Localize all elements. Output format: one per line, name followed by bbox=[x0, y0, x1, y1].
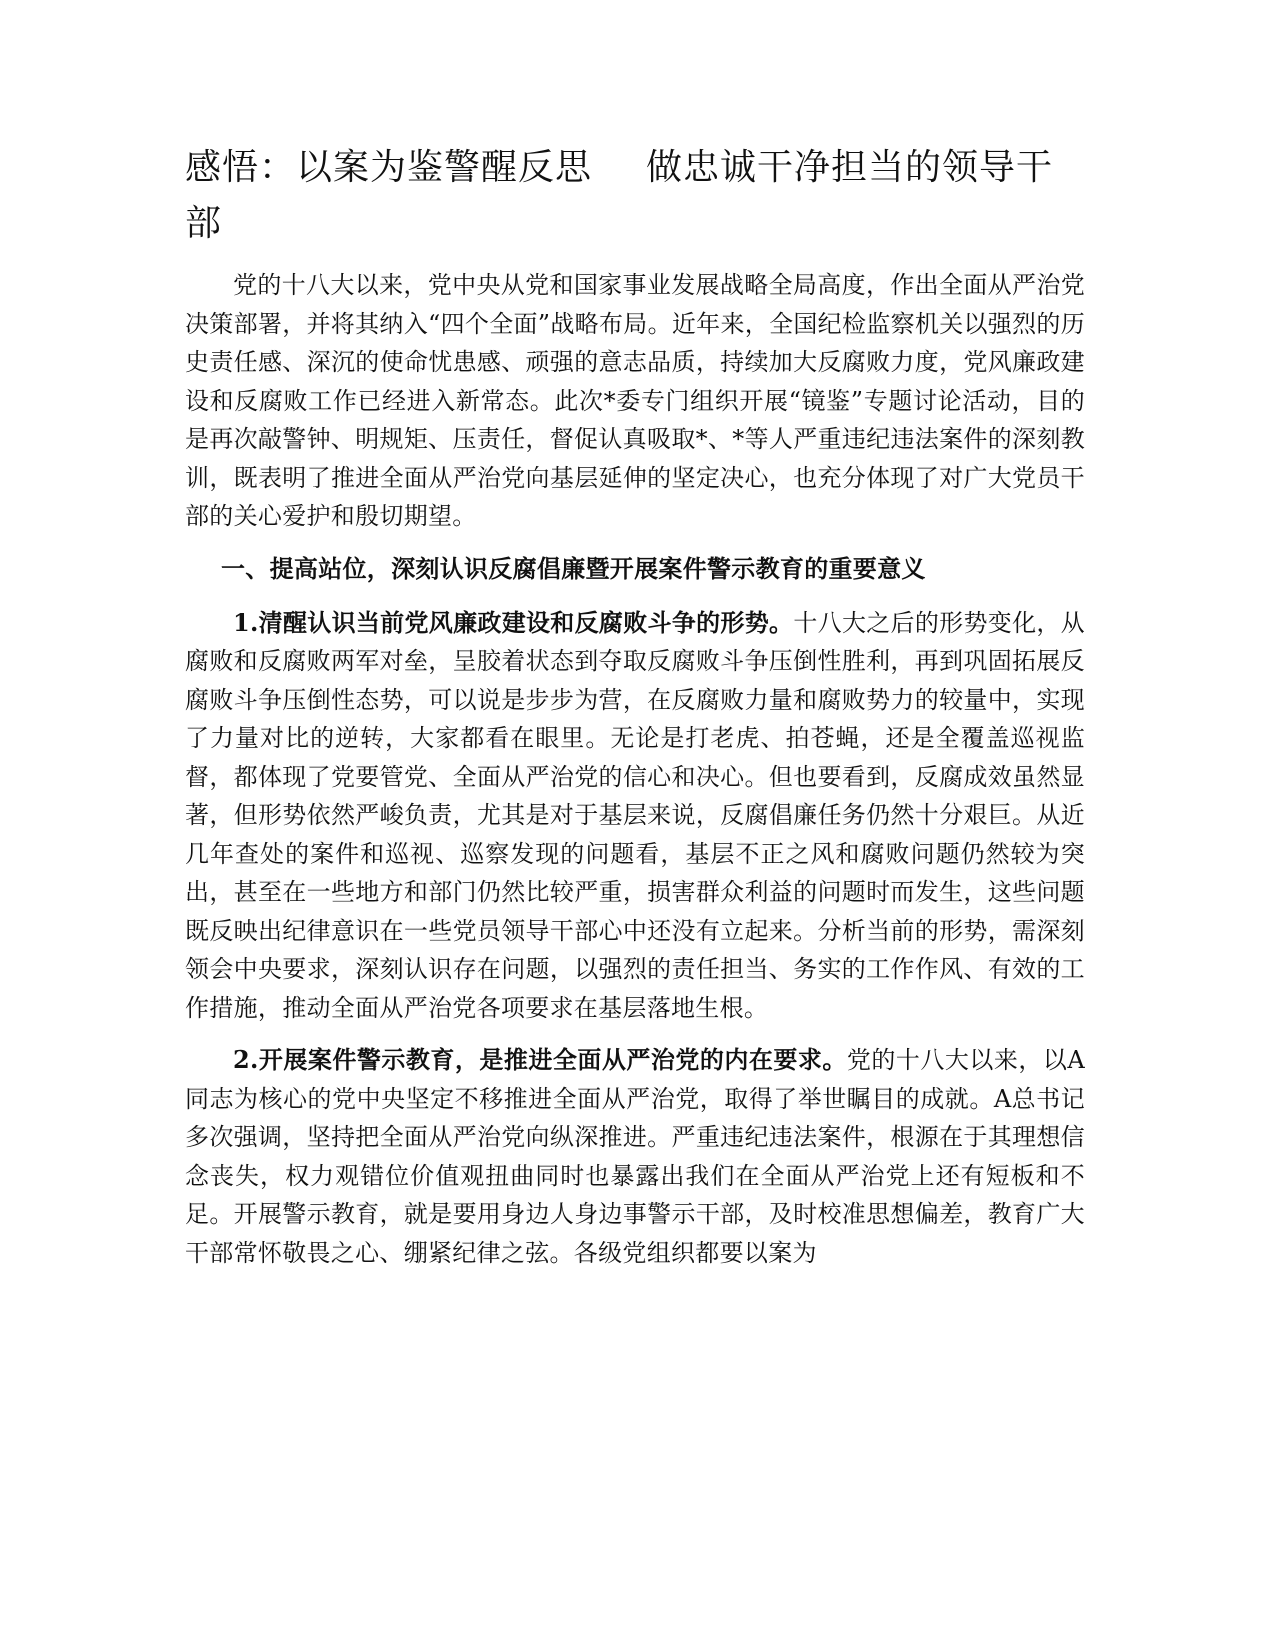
point-2-body: 党的十八大以来，以A同志为核心的党中央坚定不移推进全面从严治党，取得了举世瞩目的成就。A总书记多次强调，坚持把全面从严治党向纵深推进。严重违纪违法案件，根源在于其理想信念丧失，权力观错位价值观扭曲同时也暴露出我们在全面从严治党上还有短板和不足。开展警示教育，就是要用身边人身边事警示干部，及时校准思想偏差，教育广大干部常怀敬畏之心、绷紧纪律之弦。各级党组织都要以案为 bbox=[185, 1046, 1085, 1267]
point-2-paragraph bbox=[185, 1041, 1085, 1272]
intro-paragraph: 党的十八大以来，党中央从党和国家事业发展战略全局高度，作出全面从严治党决策部署，并将其纳入“四个全面”战略布局。近年来，全国纪检监察机关以强烈的历史责任感、深沉的使命忧患感、顽强的意志品质，持续加大反腐败力度，党风廉政建设和反腐败工作已经进入新常态。此次*委专门组织开展“镜鉴”专题讨论活动，目的是再次敲警钟、明规矩、压责任，督促认真吸取*、*等人严重违纪违法案件的深刻教训，既表明了推进全面从严治党向基层延伸的坚定决心，也充分体现了对广大党员干部的关心爱护和殷切期望。 bbox=[185, 271, 1085, 530]
point-2-lead: 2.开展案件警示教育，是推进全面从严治党的内在要求。 bbox=[233, 1045, 847, 1074]
point-1-paragraph bbox=[185, 604, 1085, 1028]
title-part-2: 做忠诚干净担当的领导干部 bbox=[185, 147, 1054, 244]
document-body bbox=[185, 140, 1085, 1286]
section-1-heading: 一、提高站位，深刻认识反腐倡廉暨开展案件警示教育的重要意义 bbox=[221, 553, 926, 583]
title-part-1: 感悟：以案为鉴警醒反思 bbox=[185, 147, 593, 188]
point-1-lead: 1.清醒认识当前党风廉政建设和反腐败斗争的形势。 bbox=[233, 607, 794, 637]
document-title bbox=[185, 140, 1085, 252]
point-1-body: 十八大之后的形势变化，从腐败和反腐败两军对垒，呈胶着状态到夺取反腐败斗争压倒性胜利，再到巩固拓展反腐败斗争压倒性态势，可以说是步步为营，在反腐败力量和腐败势力的较量中，实现了力量对比的逆转，大家都看在眼里。无论是打老虎、拍苍蝇，还是全覆盖巡视监督，都体现了党要管党、全面从严治党的信心和决心。但也要看到，反腐成效虽然显著，但形势依然严峻负责，尤其是对于基层来说，反腐倡廉任务仍然十分艰巨。从近几年查处的案件和巡视、巡察发现的问题看，基层不正之风和腐败问题仍然较为突出，甚至在一些地方和部门仍然比较严重，损害群众利益的问题时而发生，这些问题既反映出纪律意识在一些党员领导干部心中还没有立起来。分析当前的形势，需深刻领会中央要求，深刻认识存在问题，以强烈的责任担当、务实的工作作风、有效的工作措施，推动全面从严治党各项要求在基层落地生根。 bbox=[185, 608, 1085, 1022]
